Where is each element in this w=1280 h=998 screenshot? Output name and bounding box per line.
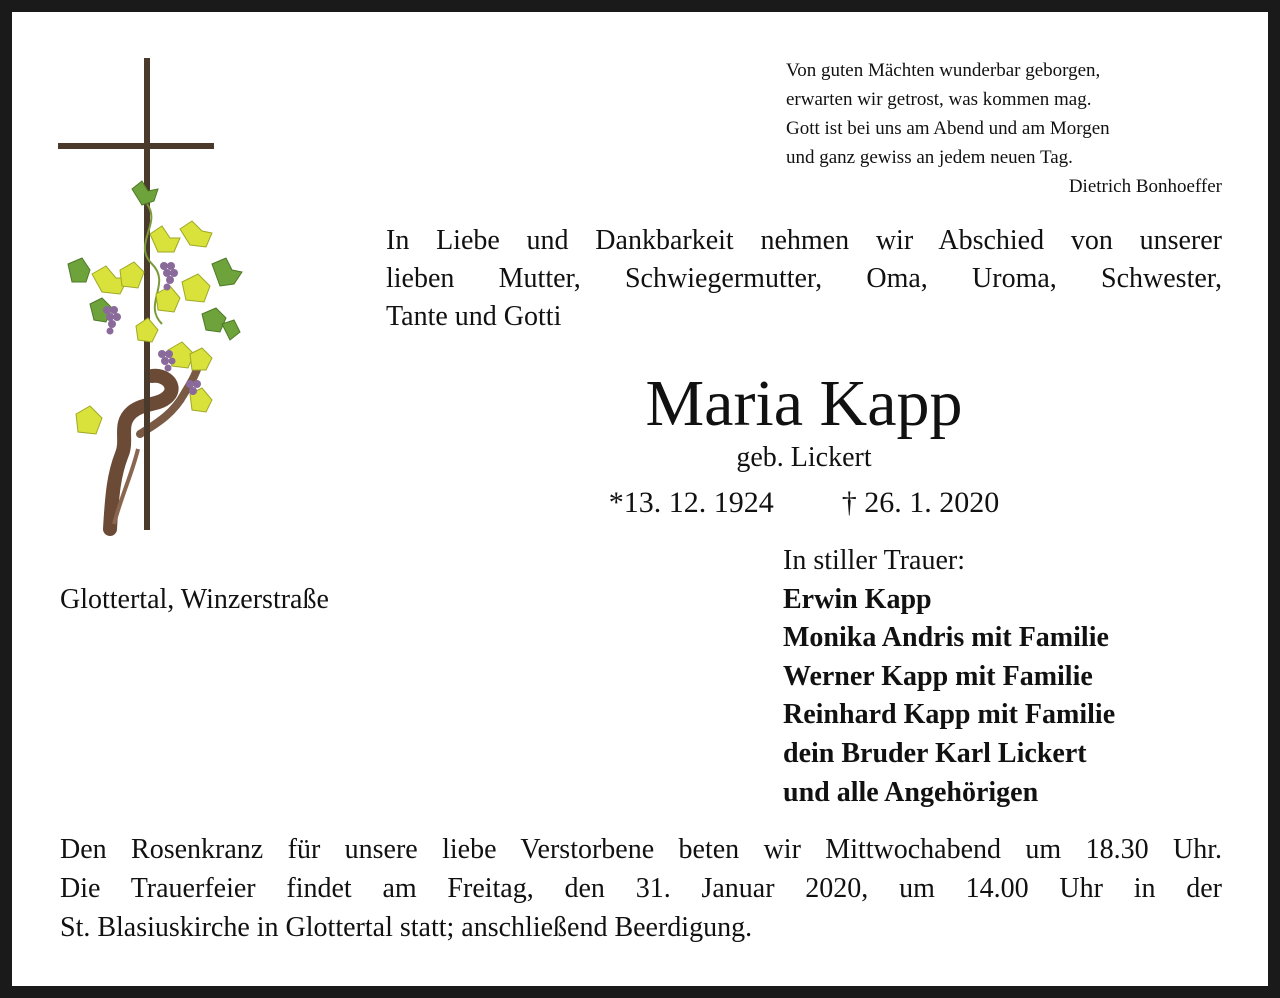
deceased-name: Maria Kapp	[645, 367, 963, 440]
mourner-name: dein Bruder Karl Lickert	[783, 737, 1087, 769]
life-dates	[386, 484, 1222, 522]
footer-line: Die Trauerfeier findet am Freitag, den 31. Januar 2020, um 14.00 Uhr in der	[60, 873, 1222, 904]
intro-line: lieben Mutter, Schwiegermutter, Oma, Uroma, Schwester,	[386, 263, 1222, 294]
birth-name: geb. Lickert	[736, 442, 872, 473]
death-date: † 26. 1. 2020	[841, 486, 1000, 519]
poem-author: Dietrich Bonhoeffer	[1068, 176, 1222, 197]
obituary-notice	[12, 12, 1268, 986]
mourner-name: und alle Angehörigen	[783, 776, 1039, 808]
mourner-name: Reinhard Kapp mit Familie	[783, 699, 1116, 731]
intro-paragraph	[386, 222, 1222, 336]
poem-line: Von guten Mächten wunderbar geborgen,	[786, 60, 1101, 81]
footer-line: Den Rosenkranz für unsere liebe Verstorbene beten wir Mittwochabend um 18.30 Uhr.	[60, 834, 1222, 865]
poem-line: und ganz gewiss an jedem neuen Tag.	[786, 147, 1073, 168]
intro-line: Tante und Gotti	[386, 301, 562, 332]
poem-line: erwarten wir getrost, was kommen mag.	[786, 89, 1092, 110]
footer-line: St. Blasiuskirche in Glottertal statt; anschließend Beerdigung.	[60, 912, 753, 943]
mourners-heading: In stiller Trauer:	[783, 545, 965, 576]
poem-line: Gott ist bei uns am Abend und am Morgen	[786, 118, 1110, 139]
birth-date: *13. 12. 1924	[608, 486, 774, 519]
mourner-name: Werner Kapp mit Familie	[783, 660, 1093, 692]
intro-line: In Liebe und Dankbarkeit nehmen wir Abschied von unserer	[386, 225, 1222, 256]
mourner-name: Monika Andris mit Familie	[783, 622, 1109, 654]
cross-with-vine-icon	[52, 54, 252, 538]
mourners-list	[783, 542, 1115, 812]
bonhoeffer-poem	[786, 56, 1222, 201]
funeral-details	[60, 830, 1222, 947]
mourner-name: Erwin Kapp	[783, 583, 932, 615]
place-address: Glottertal, Winzerstraße	[60, 584, 329, 615]
